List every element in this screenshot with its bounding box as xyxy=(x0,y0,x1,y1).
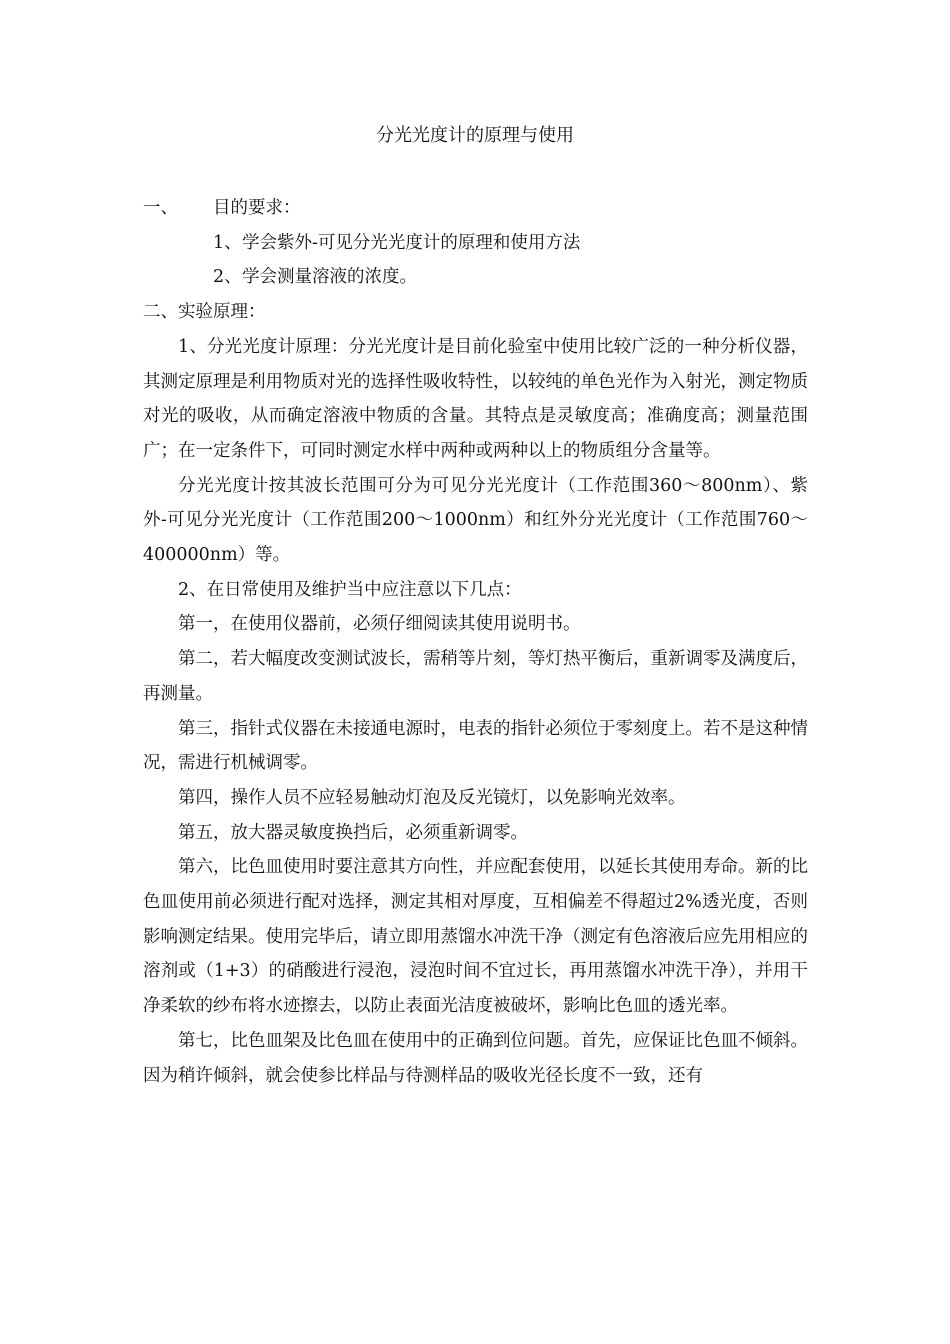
list-item xyxy=(143,260,808,295)
section-2-heading: 二、实验原理： xyxy=(143,302,266,323)
list-item-marker: 2、 xyxy=(213,267,242,288)
paragraph-point-7: 第七，比色皿架及比色皿在使用中的正确到位问题。首先，应保证比色皿不倾斜。因为稍许倾斜，就会使参比样品与待测样品的吸收光径长度不一致，还有 xyxy=(143,1030,808,1086)
page-title: 分光光度计的原理与使用 xyxy=(376,125,574,146)
section-1-heading xyxy=(143,191,808,226)
paragraph-maintenance-heading: 2、在日常使用及维护当中应注意以下几点： xyxy=(178,579,522,600)
paragraph-point-4: 第四，操作人员不应轻易触动灯泡及反光镜灯，以免影响光效率。 xyxy=(178,787,686,808)
list-item-text: 学会测量溶液的浓度。 xyxy=(242,267,417,288)
list-item-marker: 1、 xyxy=(213,232,242,253)
paragraph-point-2: 第二，若大幅度改变测试波长，需稍等片刻，等灯热平衡后，重新调零及满度后，再测量。 xyxy=(143,649,808,704)
section-1-marker: 一、 xyxy=(143,198,178,218)
list-item-text: 学会紫外-可见分光光度计的原理和使用方法 xyxy=(242,232,581,253)
paragraph-point-5: 第五，放大器灵敏度换挡后，必须重新调零。 xyxy=(178,822,528,843)
paragraph-principle: 1、分光光度计原理：分光光度计是目前化验室中使用比较广泛的一种分析仪器，其测定原理是利用物质对光的选择性吸收特性，以较纯的单色光作为入射光，测定物质对光的吸收，从而确定溶液中物质的含量。其特点是灵敏度高；准确度高；测量范围广；在一定条件下，可同时测定水样中两种或两种以上的物质组分含量等。 xyxy=(143,336,808,461)
paragraph-point-1: 第一，在使用仪器前，必须仔细阅读其使用说明书。 xyxy=(178,614,581,635)
paragraph-wavelength-range: 分光光度计按其波长范围可分为可见分光光度计（工作范围360～800nm）、紫外-可见分光光度计（工作范围200～1000nm）和红外分光光度计（工作范围760～400000nm）等。 xyxy=(143,475,808,566)
paragraph-point-3: 第三，指针式仪器在未接通电源时，电表的指针必须位于零刻度上。若不是这种情况，需进行机械调零。 xyxy=(143,718,808,774)
section-1-heading-text: 目的要求： xyxy=(213,198,301,218)
paragraph-point-6: 第六，比色皿使用时要注意其方向性，并应配套使用，以延长其使用寿命。新的比色皿使用前必须进行配对选择，测定其相对厚度，互相偏差不得超过2%透光度，否则影响测定结果。使用完毕后，请立即用蒸馏水冲洗干净（测定有色溶液后应先用相应的溶剂或（1+3）的硝酸进行浸泡，浸泡时间不宜过长，再用蒸馏水冲洗干净），并用干净柔软的纱布将水迹擦去，以防止表面光洁度被破坏，影响比色皿的透光率。 xyxy=(143,857,808,1017)
document-body xyxy=(143,191,808,1093)
list-item xyxy=(143,226,808,261)
